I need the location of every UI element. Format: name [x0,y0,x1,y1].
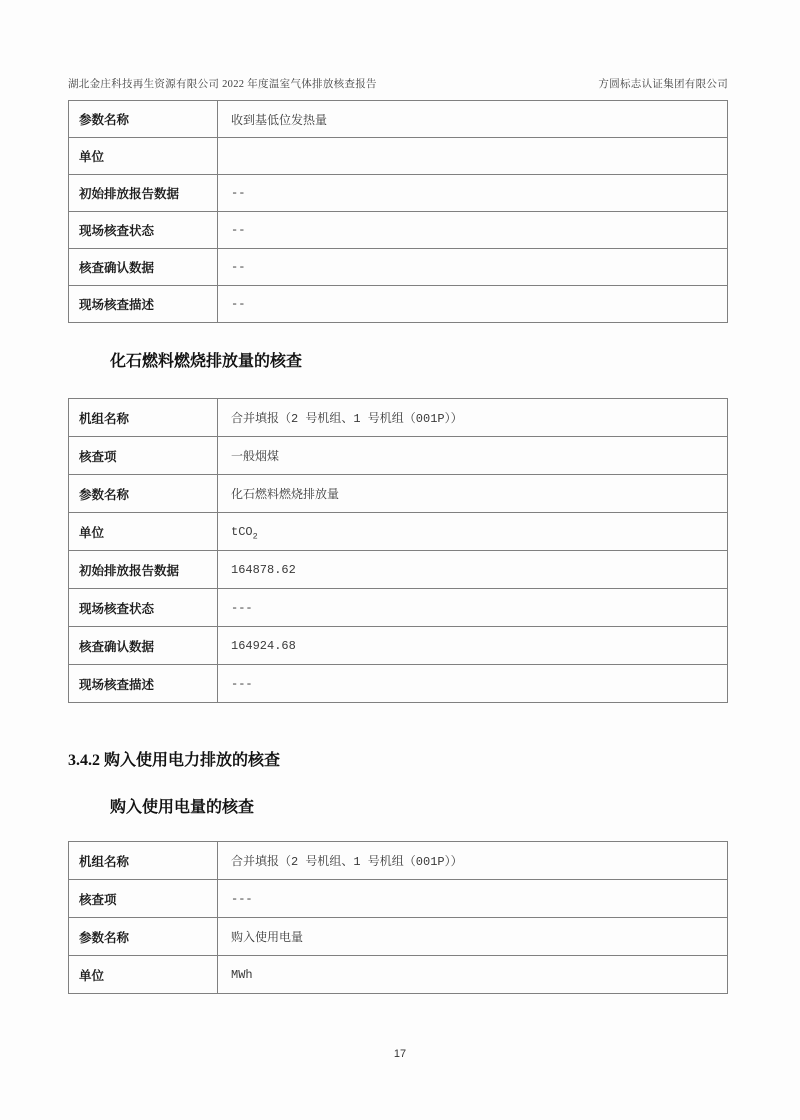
heading-fossil-fuel-verification: 化石燃料燃烧排放量的核查 [110,353,303,370]
table-row [69,101,728,138]
table-row [69,918,728,956]
row-label: 参数名称 [69,918,218,956]
table-row [69,880,728,918]
row-label: 单位 [69,513,218,551]
row-value: 合并填报（2 号机组、1 号机组（001P）） [218,842,728,880]
row-label: 核查项 [69,437,218,475]
header-right-text: 方圆标志认证集团有限公司 [598,79,728,90]
page-header [68,76,728,90]
table-row [69,513,728,551]
row-label: 核查项 [69,880,218,918]
row-value: --- [218,880,728,918]
electricity-table [68,841,728,994]
row-value: -- [218,175,728,212]
row-value: 164924.68 [218,627,728,665]
row-label: 机组名称 [69,842,218,880]
row-label: 现场核查状态 [69,212,218,249]
row-value: -- [218,249,728,286]
heading-purchased-electricity: 购入使用电量的核查 [110,799,255,816]
page-number: 17 [393,1048,407,1060]
row-value: --- [218,665,728,703]
row-value: -- [218,286,728,323]
row-value: --- [218,589,728,627]
table-row [69,551,728,589]
table-row [69,399,728,437]
row-label: 现场核查状态 [69,589,218,627]
row-label: 机组名称 [69,399,218,437]
table-row [69,212,728,249]
row-label: 现场核查描述 [69,665,218,703]
table-row [69,589,728,627]
unit-subscript: 2 [252,530,258,541]
row-value [218,513,728,551]
row-label: 初始排放报告数据 [69,175,218,212]
row-label: 单位 [69,138,218,175]
row-label: 初始排放报告数据 [69,551,218,589]
table-row [69,175,728,212]
row-value: 一般烟煤 [218,437,728,475]
row-value: MWh [218,956,728,994]
row-label: 参数名称 [69,101,218,138]
row-value: 购入使用电量 [218,918,728,956]
row-label: 核查确认数据 [69,627,218,665]
row-value: 收到基低位发热量 [218,101,728,138]
row-value: 164878.62 [218,551,728,589]
table-row [69,956,728,994]
table-row [69,286,728,323]
row-value: -- [218,212,728,249]
table-row [69,475,728,513]
row-value: 化石燃料燃烧排放量 [218,475,728,513]
row-label: 单位 [69,956,218,994]
table-row [69,138,728,175]
row-label: 现场核查描述 [69,286,218,323]
fossil-fuel-table [68,398,728,703]
header-left-text: 湖北金庄科技再生资源有限公司 2022 年度温室气体排放核查报告 [68,79,377,90]
row-value [218,138,728,175]
parameter-table-continued [68,100,728,323]
row-label: 参数名称 [69,475,218,513]
unit-text: tCO [231,524,253,539]
row-label: 核查确认数据 [69,249,218,286]
table-row [69,842,728,880]
table-row [69,665,728,703]
table-row [69,437,728,475]
table-row [69,627,728,665]
table-row [69,249,728,286]
heading-section-3-4-2: 3.4.2 购入使用电力排放的核查 [68,752,281,769]
row-value: 合并填报（2 号机组、1 号机组（001P）） [218,399,728,437]
